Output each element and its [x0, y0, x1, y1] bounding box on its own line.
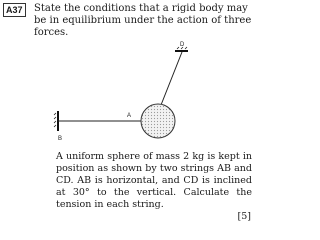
label-a: A	[127, 113, 132, 119]
sphere	[141, 104, 175, 138]
question-number: A37	[3, 3, 26, 17]
label-b: B	[58, 136, 63, 142]
label-d: D	[180, 42, 185, 48]
string-cd	[161, 52, 182, 105]
question-part-1: State the conditions that a rigid body may be in equilibrium under the action of three forces.	[34, 3, 252, 38]
marks: [5]	[237, 211, 251, 222]
wall-support	[54, 111, 58, 131]
question-part-2: A uniform sphere of mass 2 kg is kept in position as shown by two strings AB and CD. AB is horizontal, and CD is inclined at 30° to the vertical. Calculate the tension in each string.	[56, 151, 252, 210]
